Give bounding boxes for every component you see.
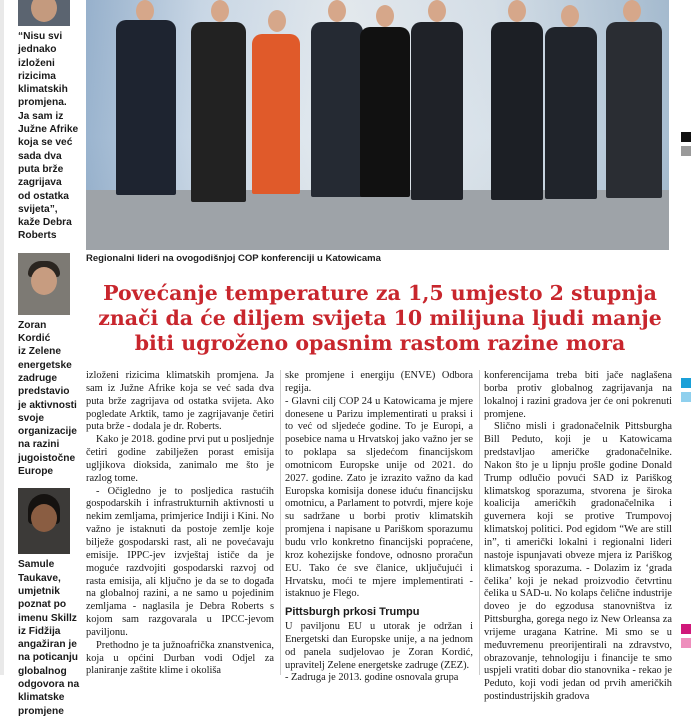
- paragraph: konferencijama treba biti jače naglašena borba protiv globalnog zagrijavanja na lokalnoj i razini gradova jer će oni pokrenuti promjene.: [484, 370, 672, 420]
- article-column-2: [285, 370, 473, 685]
- subheading: Pittsburgh prkosi Trumpu: [285, 606, 420, 619]
- face-shape: [31, 504, 57, 532]
- paragraph: Prethodno je ta južnoafrička znanstvenica, koja u općini Durban vodi Odjel za planiranje zaštite klime i okoliša: [86, 639, 274, 677]
- sidebar-bio-kordic: Zoran Kordić iz Zelene energetske zadruge predstavio je aktivnosti svoje organizacije na razini jugoistočne Europe: [18, 319, 77, 478]
- sidebar-quote: “Nisu svi jednako izloženi rizicima klimatskih promjena. Ja sam iz Južne Afrike koja se već sada dva puta brže zagrijava od ostatka svijeta”, kaže Debra Roberts: [18, 31, 79, 242]
- group-photo: [86, 0, 669, 250]
- paragraph: ske promjene i energiju (ENVE) Odbora regija.: [285, 370, 473, 394]
- paragraph: - Glavni cilj COP 24 u Katowicama je mjere donesene u Parizu implementirati u praksi i to već od sljedeće godine. To je Europi, a posebice nama u Hrvatskoj jako važno jer se to poklapa sa sljedećom financijskom omotnicom Europske unije od 2021. do 2027. godine. Zato je izrazito važno da kad Europska komisija donese iduću financijsku omotnicu, a Parlament to potvrdi, mjere koje su sadržane u borbi protiv klimatskih promjena i napisane u Pariškom sporazumu budu vrlo konkretno financijski popraćene, kroz kohezijske fondove, odnosno proračun EU. Tako će sve članice, uključujući i Hrvatsku, moći te mjere implementirati - istaknuo je Flego.: [285, 395, 473, 600]
- column-divider: [479, 370, 480, 675]
- photo-floor: [86, 190, 669, 250]
- portrait-samule-taukave: [18, 488, 70, 554]
- registration-mark-cyan: [681, 378, 691, 388]
- paragraph: - Očigledno je to posljedica rastućih gospodarskih i infrastrukturnih aktivnosti u nekim zemljama, primjerice Indiji i Kini. No važno je istaknuti da postoje zemlje koje bilježe gospodarski rast, ali ne povećavaju emisije. IPPC-jev izvještaj ističe da je moguće razdvojiti gospodarski razvoj od rasta emisija, ali ključno je da se to događa na globalnoj razini, a ne samo u pojedinim zemljama - naglasila je Debra Roberts s kojom sam razgovarala u IPCC-jevom paviljonu.: [86, 485, 274, 638]
- face-shape: [31, 267, 57, 295]
- article-column-3: [484, 370, 672, 704]
- article-body: [86, 370, 672, 703]
- portrait-zoran-kordic: [18, 253, 70, 315]
- photo-caption: Regionalni lideri na ovogodišnjoj COP konferenciji u Katowicama: [86, 253, 381, 264]
- registration-mark-magenta-light: [681, 638, 691, 648]
- article-column-1: [86, 370, 274, 678]
- paragraph: Slično misli i gradonačelnik Pittsburgha Bill Peduto, koji je u Katowicama predstavljao američke gradonačelnike. Nakon što je u lipnju prošle godine Donald Trump odlučio povući SAD iz Pariškog klimatskog sporazuma, stvorena je široka koalicija američkih gradonačelnika i guvernera koji se protive Trumpovoj klimatskoj politici. Pod egidom “We are still in”, ti američki lokalni i regionalni lideri nastoje ispunjavati obveze mjera iz Pariškog klimatskog sporazuma. - Dolazim iz ‘grada čelika’ koji je nekad proizvodio četvrtinu čelika u SAD-u. No kolaps čelične industrije doveo je do egzodusa stanovništva iz Pittsburgha, gorega nego iz New Orleansa za vrijeme uragana Katrine. Mi smo se u međuvremenu preorijentirali na zdravstvo, obrazovanje, tehnologiju i financije te smo uspjeli vratiti dobar dio stanovnika - rekao je Peduto, koji vodi jedan od prvih američkih postindustrijskih gradova: [484, 421, 672, 703]
- paragraph: Kako je 2018. godine prvi put u posljednje četiri godine zabilježen porast emisija ugljikova dioksida, zanimalo me što je razlog tome.: [86, 434, 274, 484]
- paragraph: - Zadruga je 2013. godine osnovala grupa: [285, 672, 459, 684]
- sidebar: [18, 0, 80, 717]
- registration-mark-gray: [681, 146, 691, 156]
- column-divider: [280, 370, 281, 675]
- paragraph: U paviljonu EU u utorak je održan i Energetski dan Europske unije, a na jednom od panela sudjelovao je Zoran Kordić, upravitelj Zelene energetske zadruge (ZEZ).: [285, 621, 473, 671]
- registration-mark-cyan-light: [681, 392, 691, 402]
- portrait-debra-roberts: [18, 0, 70, 26]
- face-shape: [31, 0, 57, 22]
- sidebar-bio-taukave: Samule Taukave, umjetnik poznat po imenu Skillz iz Fidžija angažiran je na poticanju globalnog odgovora na klimatske promjene: [18, 559, 80, 717]
- registration-mark-black: [681, 132, 691, 142]
- registration-mark-magenta: [681, 624, 691, 634]
- paragraph: izloženi rizicima klimatskih promjena. Ja sam iz Južne Afrike koja se već sada dva puta brže zagrijava od ostatka svijeta. Ako pogledate Arktik, tamo je zagrijavanje četiri puta brže - dodala je dr. Roberts.: [86, 370, 274, 433]
- article-headline: Povećanje temperature za 1,5 umjesto 2 stupnja znači da će diljem svijeta 10 milijuna ljudi manje biti ugroženo opasnim rastom razine mora: [98, 281, 662, 355]
- page-edge: [0, 0, 4, 675]
